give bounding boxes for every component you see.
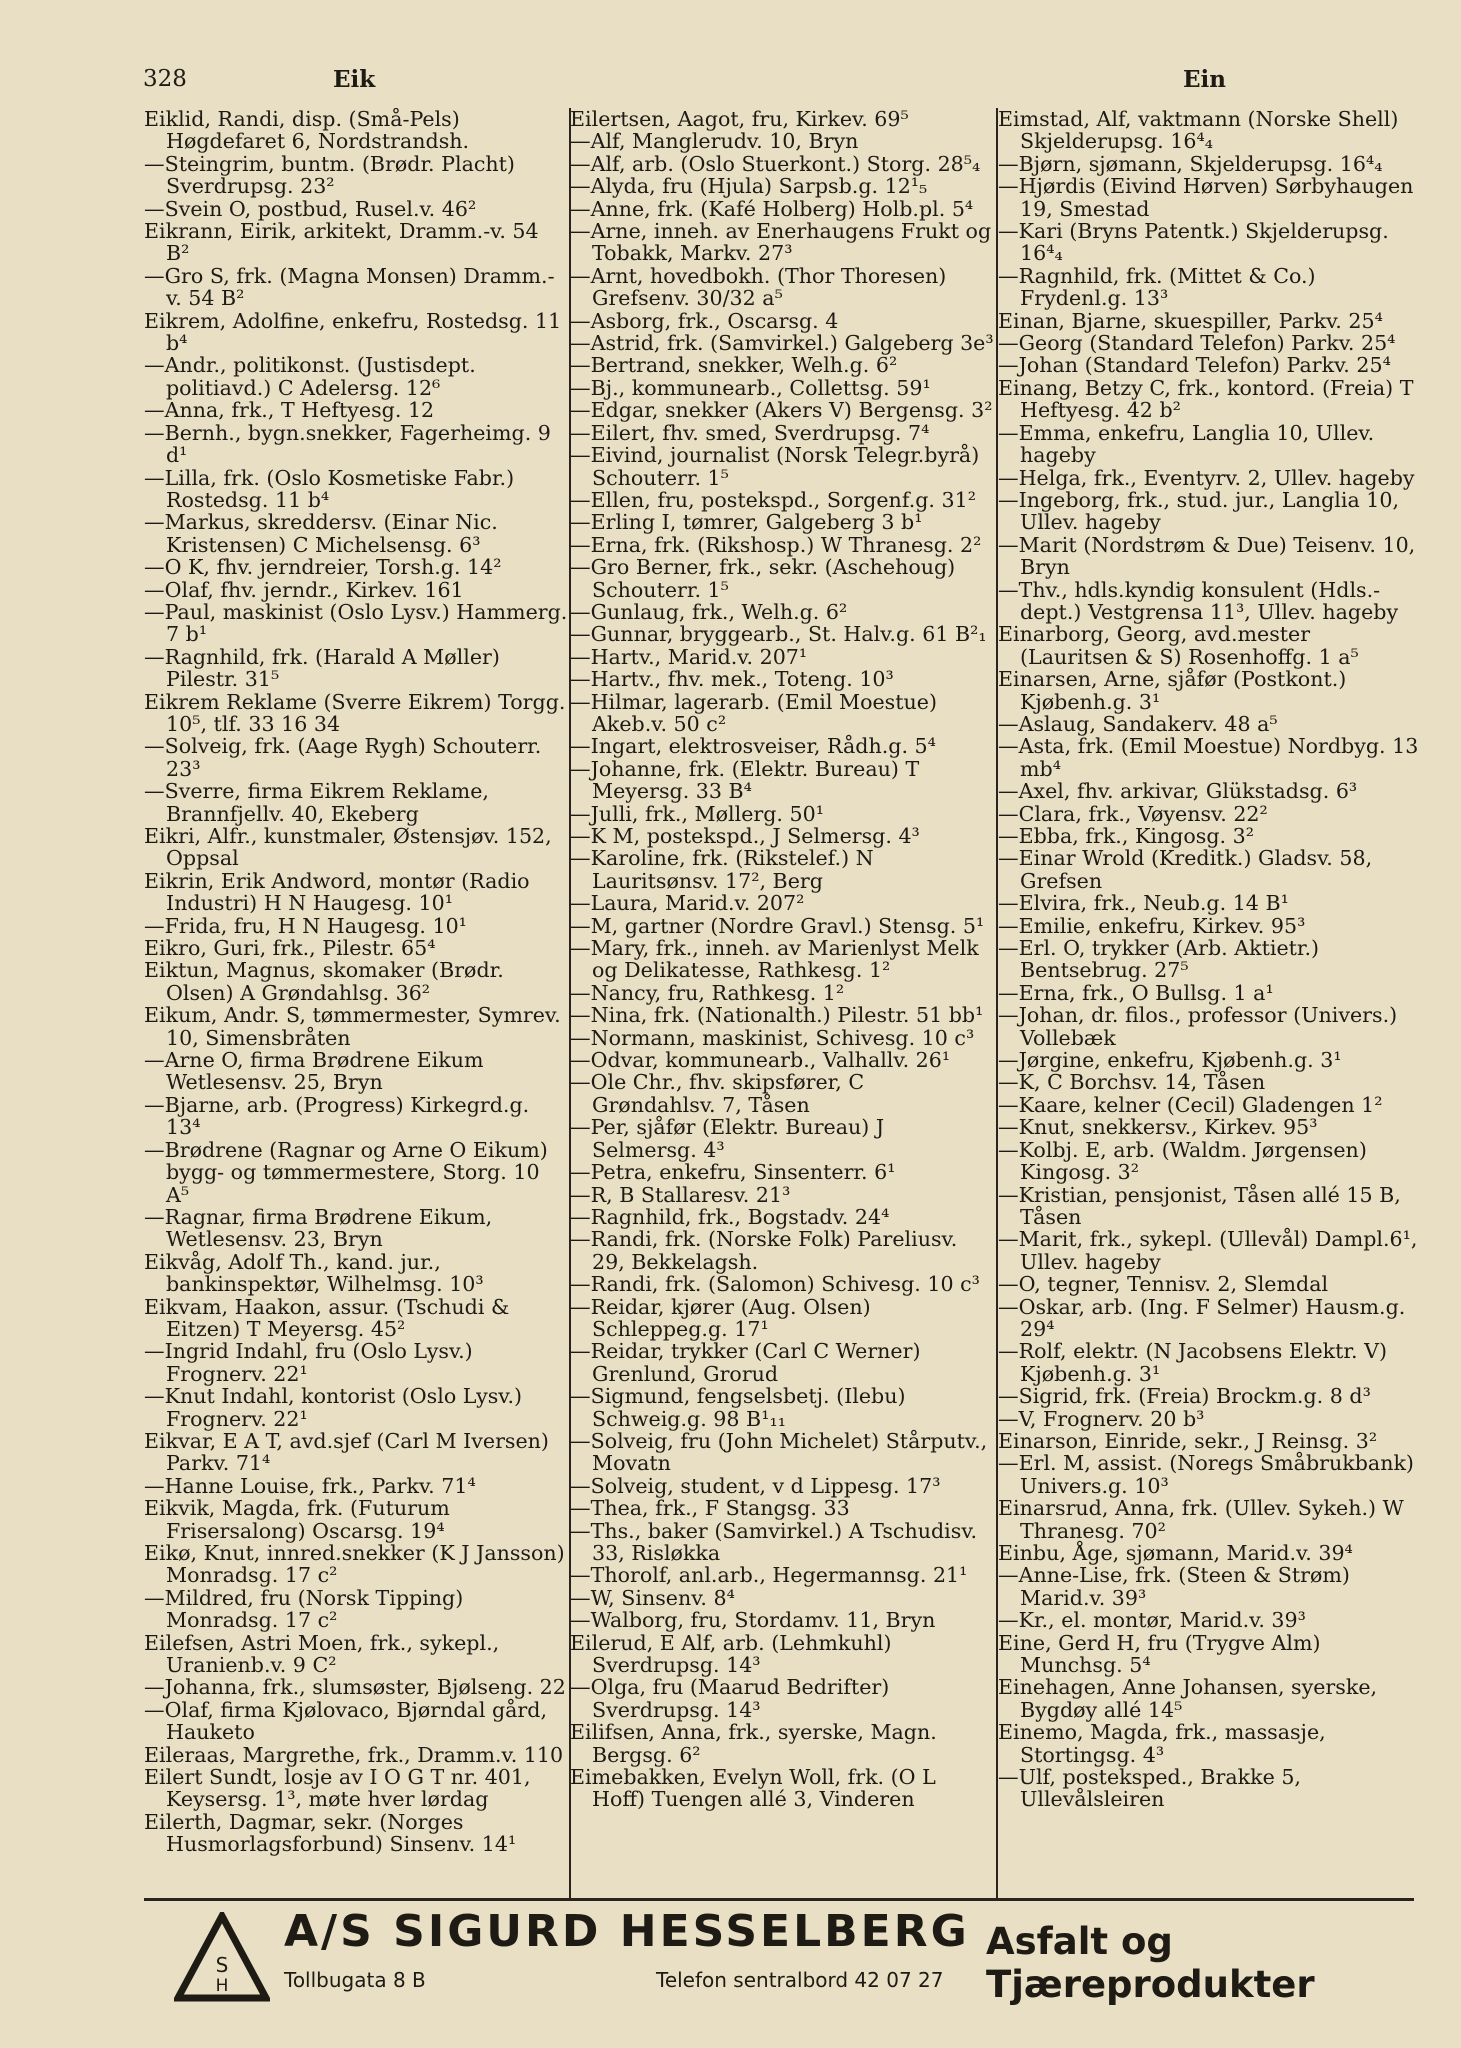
directory-entry: —Knut Indahl, kontorist (Oslo Lysv.) Frognerv. 22¹ (144, 1384, 523, 1431)
directory-entry: —Markus, skreddersv. (Einar Nic. Kristensen) C Michelsensg. 6³ (144, 510, 498, 557)
directory-entry: Eikrann, Eirik, arkitekt, Dramm.-v. 54 B² (144, 219, 539, 266)
directory-entry: —Arne O, firma Brødrene Eikum Wetlesensv. 25, Bryn (144, 1048, 484, 1095)
directory-entry: —Randi, frk. (Salomon) Schivesg. 10 c³ (570, 1272, 980, 1297)
directory-entry: —O K, fhv. jerndreier, Torsh.g. 14² (144, 555, 502, 580)
directory-entry: —Helga, frk., Eventyrv. 2, Ullev. hageby (998, 465, 1415, 490)
directory-entry: —Solveig, fru (John Michelet) Stårputv., Movatn (570, 1428, 988, 1476)
directory-entry: —Ragnhild, frk., Bogstadv. 24⁴ (570, 1204, 890, 1229)
directory-entry: —Gunnar, bryggearb., St. Halv.g. 61 B²₁ (570, 622, 987, 647)
directory-entry: Eikrem Reklame (Sverre Eikrem) Torgg. 10⁵, tlf. 33 16 34 (144, 689, 566, 736)
column-3 (998, 108, 1422, 1898)
directory-entry: —Einar Wrold (Kreditk.) Gladsv. 58, Grefsen (998, 846, 1373, 893)
directory-entry: Einarsrud, Anna, frk. (Ullev. Sykeh.) W Thranesg. 70² (998, 1496, 1404, 1543)
directory-entry: —Clara, frk., Vøyensv. 22² (998, 801, 1268, 826)
directory-entry: —Oskar, arb. (Ing. F Selmer) Hausm.g. 29⁴ (998, 1294, 1406, 1341)
directory-entry: Eilifsen, Anna, frk., syerske, Magn. Bergsg. 6² (570, 1720, 937, 1767)
directory-entry: —Anna, frk., T Heftyesg. 12 (144, 398, 435, 423)
directory-entry: —Thea, frk., F Stangsg. 33 (570, 1496, 850, 1521)
advert-company: A/S SIGURD HESSELBERG (284, 1906, 970, 1957)
directory-entry: —Erling I, tømrer, Galgeberg 3 b¹ (570, 510, 923, 535)
directory-entry: —Kristian, pensjonist, Tåsen allé 15 B, Tåsen (998, 1182, 1401, 1229)
left-running-head: Eik (333, 66, 376, 93)
directory-entry: —Elvira, frk., Neub.g. 14 B¹ (998, 891, 1289, 916)
directory-entry: —Johanne, frk. (Elektr. Bureau) T Meyersg. 33 B⁴ (570, 756, 920, 804)
advert-products: Asfalt og Tjæreprodukter (986, 1920, 1315, 2006)
directory-entry: —Bernh., bygn.snekker, Fagerheimg. 9 d¹ (144, 420, 551, 468)
directory-entry: —Anne, frk. (Kafé Holberg) Holb.pl. 5⁴ (570, 196, 974, 221)
directory-entry: Eilerud, E Alf, arb. (Lehmkuhl) Sverdrupsg. 14³ (570, 1630, 892, 1678)
directory-entry: —Nina, frk. (Nationalth.) Pilestr. 51 bb¹ (570, 1003, 984, 1028)
directory-entry: —Marit (Nordstrøm & Due) Teisenv. 10, Bryn (998, 532, 1416, 580)
directory-entry: —Arnt, hovedbokh. (Thor Thoresen) Grefsenv. 30/32 a⁵ (570, 263, 947, 311)
directory-entry: Eilert Sundt, losje av I O G T nr. 401, Keysersg. 1³, møte hver lørdag (144, 1765, 531, 1812)
directory-entry: —Eilert, fhv. smed, Sverdrupsg. 7⁴ (570, 420, 930, 445)
directory-entry: —Per, sjåfør (Elektr. Bureau) J Selmersg. 4³ (570, 1115, 885, 1162)
directory-entry: —Emilie, enkefru, Kirkev. 95³ (998, 913, 1306, 938)
directory-entry: —Andr., politikonst. (Justisdept. politiavd.) C Adelersg. 12⁶ (144, 353, 476, 400)
directory-entry: Eikvam, Haakon, assur. (Tschudi & Eitzen) T Meyersg. 45² (144, 1294, 510, 1341)
directory-entry: —Julli, frk., Møllerg. 50¹ (570, 801, 824, 826)
directory-entry: —Kaare, kelner (Cecil) Gladengen 1² (998, 1092, 1383, 1117)
directory-entry: —Solveig, frk. (Aage Rygh) Schouterr. 23³ (144, 734, 542, 781)
directory-entry: —Reidar, kjører (Aug. Olsen) Schleppeg.g. 17¹ (570, 1294, 871, 1341)
directory-entry: —K M, postekspd., J Selmersg. 4³ (570, 824, 920, 848)
directory-entry: —Ragnhild, frk. (Mittet & Co.) Frydenl.g. 13³ (998, 263, 1316, 311)
right-running-head: Ein (1183, 66, 1226, 93)
directory-entry: —K, C Borchsv. 14, Tåsen (998, 1070, 1266, 1095)
directory-entry: —Johanna, frk., slumsøster, Bjølseng. 22 (144, 1675, 566, 1700)
directory-entry: —Ingrid Indahl, fru (Oslo Lysv.) Frognerv. 22¹ (144, 1339, 473, 1386)
directory-entry: —Thorolf, anl.arb., Hegermannsg. 21¹ (570, 1563, 968, 1588)
directory-entry: Eimstad, Alf, vaktmann (Norske Shell) Skjelderupsg. 16⁴₄ (998, 108, 1399, 154)
advert-divider (144, 1898, 1414, 1901)
directory-entry: —M, gartner (Nordre Gravl.) Stensg. 5¹ (570, 913, 985, 938)
directory-entry: —Solveig, student, v d Lippesg. 17³ (570, 1473, 941, 1498)
directory-entry: —Ingart, elektrosveiser, Rådh.g. 5⁴ (570, 734, 936, 759)
directory-entry: —Asborg, frk., Oscarsg. 4 (570, 308, 839, 333)
directory-entry: —Ole Chr., fhv. skipsfører, C Grøndahlsv. 7, Tåsen (570, 1070, 865, 1117)
directory-entry: —Thv., hdls.kyndig konsulent (Hdls.-dept.) Vestgrensa 11³, Ullev. hageby (998, 577, 1399, 624)
directory-entry: Eikrin, Erik Andword, montør (Radio Industri) H N Haugesg. 10¹ (144, 868, 530, 916)
directory-entry: —Bj., kommunearb., Collettsg. 59¹ (570, 375, 931, 400)
directory-entry: —O, tegner, Tennisv. 2, Slemdal (998, 1272, 1329, 1297)
directory-entry: —Marit, frk., sykepl. (Ullevål) Dampl.6¹, Ullev. hageby (998, 1227, 1418, 1274)
directory-entry: —Ragnar, firma Brødrene Eikum, Wetlesensv. 23, Bryn (144, 1204, 493, 1252)
page-number: 328 (143, 66, 187, 92)
directory-entry: —Laura, Marid.v. 207² (570, 891, 805, 916)
directory-entry: Eikø, Knut, innred.snekker (K J Jansson) Monradsg. 17 c² (144, 1541, 565, 1588)
directory-entry: —Bjarne, arb. (Progress) Kirkegrd.g. 13⁴ (144, 1092, 530, 1140)
directory-entry: —Reidar, trykker (Carl C Werner) Grenlund, Grorud (570, 1339, 921, 1386)
directory-entry: Einarborg, Georg, avd.mester (Lauritsen & S) Rosenhoffg. 1 a⁵ (998, 622, 1359, 669)
directory-entry: —Walborg, fru, Stordamv. 11, Bryn (570, 1608, 936, 1633)
directory-entry: —Ulf, posteksped., Brakke 5, Ullevålsleiren (998, 1765, 1301, 1812)
directory-entry: Einemo, Magda, frk., massasje, Stortingsg. 4³ (998, 1720, 1326, 1767)
directory-entry: —Olaf, fhv. jerndr., Kirkev. 161 (144, 577, 464, 602)
advert-address: Tollbugata 8 B (284, 1968, 426, 1992)
directory-entry: Eine, Gerd H, fru (Trygve Alm) Munchsg. 5⁴ (998, 1630, 1321, 1678)
directory-entry: Eikvåg, Adolf Th., kand. jur., bankinspektør, Wilhelmsg. 10³ (144, 1249, 484, 1297)
directory-entry: —V, Frognerv. 20 b³ (998, 1406, 1205, 1431)
directory-entry: —Lilla, frk. (Oslo Kosmetiske Fabr.) Rostedsg. 11 b⁴ (144, 465, 515, 512)
advertisement (144, 1904, 1414, 2014)
directory-entry: —Alf, arb. (Oslo Stuerkont.) Storg. 28⁵₄ (570, 151, 981, 176)
advert-phone: Telefon sentralbord 42 07 27 (656, 1968, 944, 1992)
directory-entry: —Brødrene (Ragnar og Arne O Eikum) bygg- og tømmermestere, Storg. 10 A⁵ (144, 1137, 548, 1207)
directory-entry: —Edgar, snekker (Akers V) Bergensg. 3² (570, 398, 993, 423)
svg-text:S: S (215, 1953, 229, 1977)
directory-entry: —Sigrid, frk. (Freia) Brockm.g. 8 d³ (998, 1384, 1371, 1409)
directory-entry: Eiktun, Magnus, skomaker (Brødr. Olsen) A Grøndahlsg. 36² (144, 958, 504, 1005)
directory-entry: —Ingeborg, frk., stud. jur., Langlia 10, Ullev. hageby (998, 487, 1400, 535)
directory-entry: Einarsen, Arne, sjåfør (Postkont.) Kjøbenh.g. 3¹ (998, 667, 1347, 714)
directory-entry: Einbu, Åge, sjømann, Marid.v. 39⁴ (998, 1541, 1353, 1565)
directory-entry: —R, B Stallaresv. 21³ (570, 1182, 791, 1207)
directory-entry: Einan, Bjarne, skuespiller, Parkv. 25⁴ (998, 308, 1383, 333)
directory-entry: —Astrid, frk. (Samvirkel.) Galgeberg 3e³ (570, 331, 994, 356)
directory-entry: —Mary, frk., inneh. av Marienlyst Melk og Delikatesse, Rathkesg. 1² (570, 936, 979, 983)
directory-entry: —Erna, frk. (Rikshosp.) W Thranesg. 2² (570, 532, 982, 557)
directory-entry: —Nancy, fru, Rathkesg. 1² (570, 980, 845, 1005)
directory-entry: —Gro Berner, frk., sekr. (Aschehoug) Schouterr. 1⁵ (570, 555, 956, 602)
directory-entry: —Hartv., fhv. mek., Toteng. 10³ (570, 667, 894, 692)
directory-entry: —Eivind, journalist (Norsk Telegr.byrå) Schouterr. 1⁵ (570, 443, 980, 490)
directory-entry: Eikum, Andr. S, tømmermester, Symrev. 10, Simensbråten (144, 1003, 561, 1050)
directory-entry: Einehagen, Anne Johansen, syerske, Bygdøy allé 14⁵ (998, 1675, 1378, 1722)
directory-entry: —Georg (Standard Telefon) Parkv. 25⁴ (998, 331, 1396, 356)
directory-entry: —Svein O, postbud, Rusel.v. 46² (144, 196, 477, 221)
directory-entry: —Steingrim, buntm. (Brødr. Placht) Sverdrupsg. 23² (144, 151, 515, 199)
directory-entry: —Erl. O, trykker (Arb. Aktietr.) Bentsebrug. 27⁵ (998, 936, 1320, 983)
directory-entry: —Bertrand, snekker, Welh.g. 6² (570, 353, 898, 378)
directory-entry: Eilertsen, Aagot, fru, Kirkev. 69⁵ (570, 108, 909, 131)
directory-entry: —Normann, maskinist, Schivesg. 10 c³ (570, 1025, 975, 1050)
directory-entry: —Jørgine, enkefru, Kjøbenh.g. 3¹ (998, 1048, 1342, 1073)
directory-entry: —Mildred, fru (Norsk Tipping) Monradsg. 17 c² (144, 1585, 464, 1633)
directory-entry: —Alf, Manglerudv. 10, Bryn (570, 129, 859, 154)
directory-entry: —Ragnhild, frk. (Harald A Møller) Pilestr. 31⁵ (144, 644, 500, 692)
directory-entry: —Sigmund, fengselsbetj. (Ilebu) Schweig.g. 98 B¹₁₁ (570, 1384, 906, 1431)
company-logo-icon (174, 1912, 270, 2002)
directory-entry: Eilefsen, Astri Moen, frk., sykepl., Uranienb.v. 9 C² (144, 1630, 500, 1678)
directory-entry: —Kolbj. E, arb. (Waldm. Jørgensen) Kingosg. 3² (998, 1137, 1367, 1185)
directory-entry: —Arne, inneh. av Enerhaugens Frukt og Tobakk, Markv. 27³ (570, 219, 992, 266)
directory-entry: —Johan, dr. filos., professor (Univers.) Vollebæk (998, 1003, 1398, 1050)
directory-entry: Eikvik, Magda, frk. (Futurum Frisersalong) Oscarsg. 19⁴ (144, 1496, 450, 1543)
directory-entry: —Olga, fru (Maarud Bedrifter) Sverdrupsg. 14³ (570, 1675, 890, 1722)
directory-entry: —Frida, fru, H N Haugesg. 10¹ (144, 913, 467, 938)
directory-entry: —Aslaug, Sandakerv. 48 a⁵ (998, 711, 1278, 736)
directory-entry: —Randi, frk. (Norske Folk) Pareliusv. 29, Bekkelagsh. (570, 1227, 958, 1274)
directory-entry: Eikro, Guri, frk., Pilestr. 65⁴ (144, 936, 436, 961)
directory-entry: —Alyda, fru (Hjula) Sarpsb.g. 12¹₅ (570, 174, 928, 199)
directory-entry: Eiklid, Randi, disp. (Små-Pels) Høgdefaret 6, Nordstrandsh. (144, 108, 470, 154)
directory-entry: —Hanne Louise, frk., Parkv. 71⁴ (144, 1473, 476, 1498)
directory-entry: Einang, Betzy C, frk., kontord. (Freia) T Heftyesg. 42 b² (998, 375, 1414, 423)
directory-entry: —Axel, fhv. arkivar, Glükstadsg. 6³ (998, 779, 1358, 804)
directory-entry: Eikvar, E A T, avd.sjef (Carl M Iversen) Parkv. 71⁴ (144, 1428, 549, 1476)
directory-entry: Eimebakken, Evelyn Woll, frk. (O L Hoff) Tuengen allé 3, Vinderen (570, 1765, 936, 1812)
directory-entry: Eilerth, Dagmar, sekr. (Norges Husmorlagsforbund) Sinsenv. 14¹ (144, 1809, 517, 1857)
directory-entry: —Erl. M, assist. (Noregs Småbrukbank) Univers.g. 10³ (998, 1451, 1414, 1498)
directory-entry: —Hjørdis (Eivind Hørven) Sørbyhaugen 19, Smestad (998, 174, 1414, 221)
directory-entry: Eikri, Alfr., kunstmaler, Østensjøv. 152, Oppsal (144, 824, 552, 871)
directory-entry: Einarson, Einride, sekr., J Reinsg. 3² (998, 1428, 1378, 1453)
directory-entry: —Anne-Lise, frk. (Steen & Strøm) Marid.v. 39³ (998, 1563, 1350, 1610)
directory-entry: —Ths., baker (Samvirkel.) A Tschudisv. 33, Risløkka (570, 1518, 978, 1565)
directory-entry: —Erna, frk., O Bullsg. 1 a¹ (998, 980, 1274, 1005)
directory-entry: —Bjørn, sjømann, Skjelderupsg. 16⁴₄ (998, 151, 1383, 176)
directory-entry: —W, Sinsenv. 8⁴ (570, 1585, 735, 1610)
directory-entry: —Petra, enkefru, Sinsenterr. 6¹ (570, 1160, 896, 1185)
svg-text:H: H (215, 1976, 229, 1996)
directory-entry: Eikrem, Adolfine, enkefru, Rostedsg. 11 b⁴ (144, 308, 562, 356)
directory-entry: —Paul, maskinist (Oslo Lysv.) Hammerg. 7 b¹ (144, 599, 568, 647)
directory-entry: —Ebba, frk., Kingosg. 3² (998, 824, 1254, 848)
directory-entry: —Gunlaug, frk., Welh.g. 6² (570, 599, 848, 624)
directory-entry: —Gro S, frk. (Magna Monsen) Dramm.-v. 54 B² (144, 263, 555, 311)
directory-entry: —Emma, enkefru, Langlia 10, Ullev. hageby (998, 420, 1375, 468)
directory-entry: —Ellen, fru, postekspd., Sorgenf.g. 31² (570, 487, 976, 512)
directory-entry: —Hartv., Marid.v. 207¹ (570, 644, 808, 669)
directory-entry: —Rolf, elektr. (N Jacobsens Elektr. V) Kjøbenh.g. 3¹ (998, 1339, 1387, 1386)
directory-entry: —Johan (Standard Telefon) Parkv. 25⁴ (998, 353, 1391, 378)
directory-entry: —Kari (Bryns Patentk.) Skjelderupsg. 16⁴₄ (998, 219, 1389, 266)
directory-entry: —Olaf, firma Kjølovaco, Bjørndal gård, Hauketo (144, 1697, 547, 1745)
column-1 (144, 108, 568, 1898)
directory-entry: —Karoline, frk. (Rikstelef.) N Lauritsønsv. 17², Berg (570, 846, 874, 893)
directory-entry: —Hilmar, lagerarb. (Emil Moestue) Akeb.v. 50 c² (570, 689, 937, 736)
directory-entry: —Sverre, firma Eikrem Reklame, Brannfjellv. 40, Ekeberg (144, 779, 489, 826)
directory-entry: —Knut, snekkersv., Kirkev. 95³ (998, 1115, 1318, 1140)
directory-entry: —Odvar, kommunearb., Valhallv. 26¹ (570, 1048, 951, 1073)
directory-entry: —Kr., el. montør, Marid.v. 39³ (998, 1608, 1306, 1633)
directory-entry: Eileraas, Margrethe, frk., Dramm.v. 110 (144, 1742, 564, 1767)
directory-entry: —Asta, frk. (Emil Moestue) Nordbyg. 13 mb⁴ (998, 734, 1419, 781)
column-2 (570, 108, 994, 1898)
